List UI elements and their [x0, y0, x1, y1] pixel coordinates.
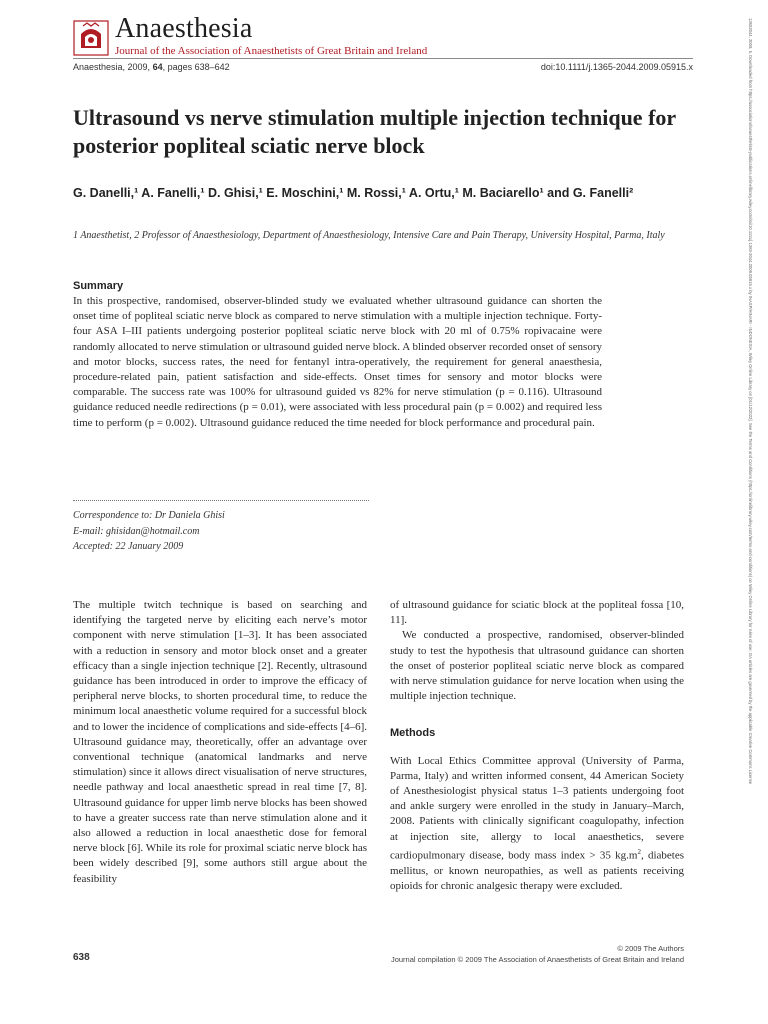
association-crest-icon [73, 18, 109, 56]
correspondence-divider [73, 500, 369, 501]
doi-link[interactable]: doi:10.1111/j.1365-2044.2009.05915.x [540, 62, 693, 72]
journal-masthead [73, 14, 693, 58]
body-column-right [390, 598, 684, 894]
intro-paragraph-continued: of ultrasound guidance for sciatic block at the popliteal fossa [10, 11]. [390, 599, 684, 627]
masthead-rule [73, 58, 693, 59]
correspondence-author: Correspondence to: Dr Daniela Ghisi [73, 510, 225, 521]
accepted-date: Accepted: 22 January 2009 [73, 541, 184, 552]
article-title: Ultrasound vs nerve stimulation multiple injection technique for posterior popliteal sciatic nerve block [73, 105, 676, 158]
journal-name: Anaesthesia [115, 13, 253, 44]
journal-subtitle: Journal of the Association of Anaesthetists of Great Britain and Ireland [115, 45, 428, 57]
methods-paragraph: With Local Ethics Committee approval (University of Parma, Parma, Italy) and written informed consent, 44 American Society of Anesthesiologist physical status 1–3 patients undergoing foot and ankle surgery were enrolled in the study in January–March, 2008. Patients with clinically significant coagulopathy, infection at injection site, allergy to local anaesthetics, severe cardiopulmonary disease, body mass index > 35 $kg.m^2$, diabetes mellitus, or known neuropathies, as well as patients receiving opioids for chronic analgesic therapy were excluded. [390, 754, 684, 892]
citation: Anaesthesia, 2009, 64, pages 638–642 [73, 62, 230, 72]
affiliation: 1 Anaesthetist, 2 Professor of Anaesthesiology, Department of Anaesthesiology, Intensive Care and Pain Therapy, University Hospital, Parma, Italy [73, 230, 665, 241]
hypothesis-paragraph: We conducted a prospective, randomised, observer-blinded study to test the hypothesis that ultrasound guidance can shorten the onset of posterior popliteal sciatic nerve block as compared with nerve stimulation guidance for nerve location when using the multiple injection technique. [390, 629, 684, 703]
body-column-left [73, 598, 367, 887]
summary-heading: Summary [73, 280, 124, 292]
correspondence-block [73, 508, 225, 555]
download-side-note: 13652044, 2009, 6, Downloaded from https://associationofanaesthetists-publications.onlinelibrary.wiley.com/doi/10.1111/j.1365-2044.2009.05915.x by INASP/HINARI - INDONESIA, Wiley Online Library on [01/12/2022]. See the Terms and Conditions (https://onlinelibrary.wiley.com/terms-and-conditions) on Wiley Online Library for rules of use; OA articles are governed by the applicable Creative Commons License [748, 18, 753, 785]
intro-paragraph: The multiple twitch technique is based on searching and identifying the targeted nerve by eliciting each nerve’s motor component with nerve stimulation [1–3]. It has been associated with a reduction in sensory and motor block onset and a greater efficacy than a single injection technique [2]. Recently, ultrasound guidance has been introduced in order to improve the efficacy of peripheral nerve blocks, to shorten procedural time, to reduce the minimum local anaesthetic volume required for a successful block and to lower the incidence of complications and side-effects [4–6]. Ultrasound guidance may, theoretically, offer an advantage over conventional technique (anatomical landmarks and nerve stimulation) since it allows direct visualisation of nerve structures, needle pathway and local anaesthetic spread in real time [7, 8]. Ultrasound guidance for upper limb nerve blocks has been showed to have a greater success rate than nerve stimulation alone and it also allowed a reduction in local anaesthetic dose for femoral nerve block [6]. While its role for proximal sciatic nerve block has been widely described [9], some authors still argue about the feasibility [73, 599, 367, 885]
summary-text: In this prospective, randomised, observer-blinded study we evaluated whether ultrasound guidance can shorten the onset time of popliteal sciatic nerve block as compared to nerve stimulation with a multiple injection technique. Forty-four ASA I–III patients undergoing posterior popliteal sciatic nerve block with 20 ml of 0.75% ropivacaine were randomly allocated to nerve stimulation or ultrasound guided nerve block. A blinded observer recorded onset of sensory and motor blocks, success rates, the need for fentanyl intra-operatively, the requirement for general anaesthesia, procedure-related pain, patient satisfaction and side-effects. Onset times for sensory and motor blocks were comparable. The success rate was 100% for ultrasound guided vs 82% for nerve stimulation (p = 0.116). Ultrasound guidance reduced needle redirections (p = 0.01), were associated with less procedural pain (p = 0.002) and required less time to perform (p = 0.002). Ultrasound guidance reduced the time needed for block performance and procedural pain. [73, 295, 602, 429]
author-list: G. Danelli,¹ A. Fanelli,¹ D. Ghisi,¹ E. Moschini,¹ M. Rossi,¹ A. Ortu,¹ M. Baciarello¹ and G. Fanelli² [73, 186, 634, 200]
page-number: 638 [73, 952, 90, 963]
methods-heading: Methods [390, 727, 436, 740]
copyright-footer: © 2009 The Authors Journal compilation © 2009 The Association of Anaesthetists of Great Britain and Ireland [390, 944, 684, 964]
correspondence-email[interactable]: E-mail: ghisidan@hotmail.com [73, 525, 200, 537]
